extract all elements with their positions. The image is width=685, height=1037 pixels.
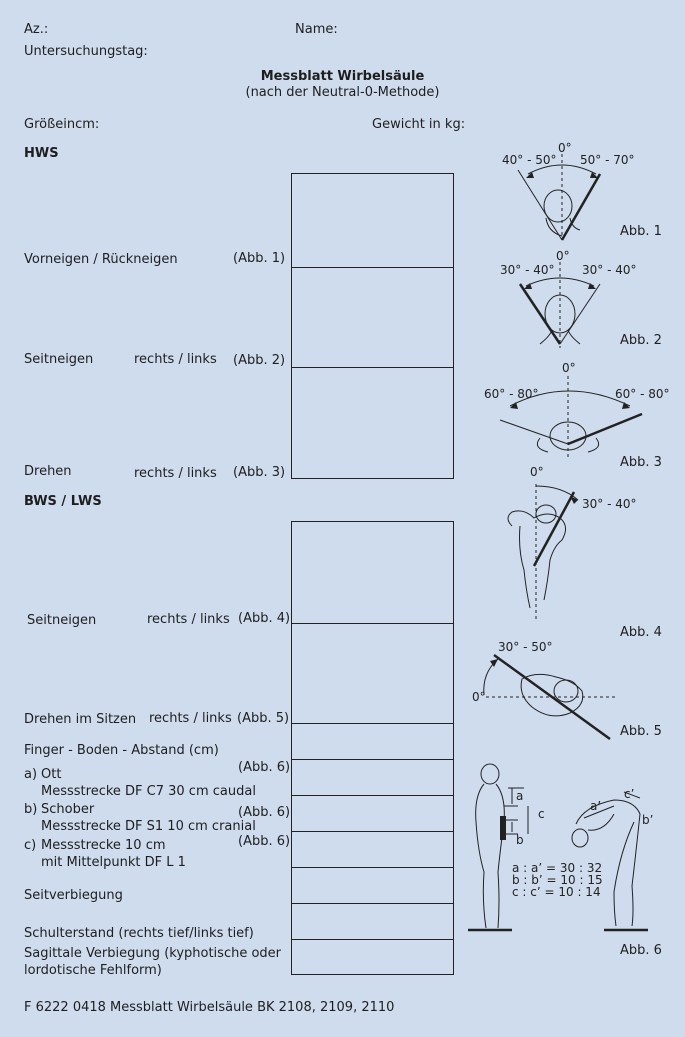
item-c-letter: c) [24,838,37,853]
abb6-a-label: a [516,789,524,803]
abb5-zero-label: 0° [472,690,486,704]
abb3-right-line [568,414,642,444]
bws-field-schober[interactable] [292,796,453,831]
form-footer: F 6222 0418 Messblatt Wirbelsäule BK 2108, 2109, 2110 [24,1000,395,1015]
bws-drehen-side: rechts / links [149,711,232,726]
hws-field-2[interactable] [292,268,453,367]
figure-4-trunk-bend [490,460,650,620]
bws-field-fba[interactable] [292,724,453,759]
bws-seitneigen-ref: (Abb. 4) [238,611,291,626]
bws-field-sagittal[interactable] [292,940,453,974]
hws-row-3-side: rechts / links [134,466,217,481]
abb6-b2-label: b’ [642,813,654,827]
bws-seitneigen-label: Seitneigen [27,613,97,628]
az-label: Az.: [24,22,49,37]
page-title: Messblatt Wirbelsäule [260,69,425,84]
abb1-right-line [562,174,600,240]
abb5-top-range: 30° - 50° [498,640,553,654]
bws-seitneigen-side: rechts / links [147,612,230,627]
finger-floor-label: Finger - Boden - Abstand (cm) [24,743,219,758]
abb6-label: Abb. 6 [620,943,662,958]
item-a-letter: a) [24,767,38,782]
bws-field-seitneigen[interactable] [292,522,453,623]
abb6-ratio-a: a : a’ = 30 : 32 [512,861,603,875]
hws-field-3[interactable] [292,368,453,478]
bws-field-schulterstand[interactable] [292,904,453,939]
hws-row-2-side: rechts / links [134,352,217,367]
abb6-ratio-b: b : b’ = 10 : 15 [512,873,603,887]
item-c-title: Messstrecke 10 cm [41,838,166,853]
abb3-zero-label: 0° [562,361,576,375]
abb6-c2-label: c’ [624,787,635,801]
item-b-title: Schober [41,802,95,817]
abb1-right-range: 50° - 70° [580,153,635,167]
hws-row-1-ref: (Abb. 1) [233,251,286,266]
abb1-left-line [518,170,562,240]
abb5-head [554,680,578,702]
sagittal-label-2: lordotische Fehlform) [24,963,162,978]
abb3-right-range: 60° - 80° [615,387,670,401]
bws-field-ott[interactable] [292,760,453,795]
hws-row-3-ref: (Abb. 3) [233,465,286,480]
item-c-detail: mit Mittelpunkt DF L 1 [41,855,186,870]
abb6-a2-label: a’ [590,799,602,813]
figure-6-spine-measurement [464,762,674,938]
abb2-left-line [520,284,560,344]
abb4-right-range: 30° - 40° [582,497,637,511]
abb6-standing-body [476,784,505,928]
abb3-label: Abb. 3 [620,455,662,470]
figure-3-head-rotation [480,358,675,463]
abb5-arc [484,659,498,695]
bws-lws-heading: BWS / LWS [24,494,102,509]
hws-row-2-label: Seitneigen [24,352,94,367]
abb3-left-line [500,420,568,444]
hws-row-1-label: Vorneigen / Rückneigen [24,252,178,267]
hws-heading: HWS [24,146,59,161]
page-subtitle: (nach der Neutral-0-Methode) [245,85,440,100]
bws-field-seitverbiegung[interactable] [292,868,453,903]
abb1-zero-label: 0° [558,141,572,155]
abb3-left-range: 60° - 80° [484,387,539,401]
abb2-right-range: 30° - 40° [582,263,637,277]
item-b-detail: Messstrecke DF S1 10 cm cranial [41,819,256,834]
abb2-left-range: 30° - 40° [500,263,555,277]
bws-field-drehen[interactable] [292,624,453,723]
figure-5-seated-rotation [470,635,620,745]
examination-date-label: Untersuchungstag: [24,44,148,59]
abb6-c-label: c [538,807,545,821]
item-a-ref: (Abb. 6) [238,760,291,775]
abb6-standing-head [481,764,499,784]
abb6-bending-head [572,829,588,847]
abb6-ratio-c: c : c’ = 10 : 14 [512,885,601,899]
bws-field-messstrecke[interactable] [292,832,453,867]
item-b-letter: b) [24,802,38,817]
abb5-label: Abb. 5 [620,724,662,739]
bws-drehen-label: Drehen im Sitzen [24,712,137,727]
item-b-ref: (Abb. 6) [238,805,291,820]
abb1-left-range: 40° - 50° [502,153,557,167]
abb1-label: Abb. 1 [620,224,662,239]
abb2-zero-label: 0° [556,249,570,263]
abb6-b-label: b [516,833,524,847]
abb4-zero-label: 0° [530,465,544,479]
item-a-detail: Messstrecke DF C7 30 cm caudal [41,784,256,799]
schulterstand-label: Schulterstand (rechts tief/links tief) [24,926,254,941]
abb4-line [534,492,574,566]
item-a-title: Ott [41,767,62,782]
hws-row-2-ref: (Abb. 2) [233,353,286,368]
seitverbiegung-label: Seitverbiegung [24,888,123,903]
weight-label: Gewicht in kg: [372,117,466,132]
height-label: Größeincm: [24,117,100,132]
abb2-label: Abb. 2 [620,333,662,348]
abb1-head [544,190,572,222]
abb4-label: Abb. 4 [620,625,662,640]
hws-row-3-label: Drehen [24,464,72,479]
bws-drehen-ref: (Abb. 5) [237,711,290,726]
item-c-ref: (Abb. 6) [238,834,291,849]
name-label: Name: [295,22,338,37]
hws-field-1[interactable] [292,174,453,267]
sagittal-label-1: Sagittale Verbiegung (kyphotische oder [24,946,282,961]
abb2-right-line [560,284,600,344]
